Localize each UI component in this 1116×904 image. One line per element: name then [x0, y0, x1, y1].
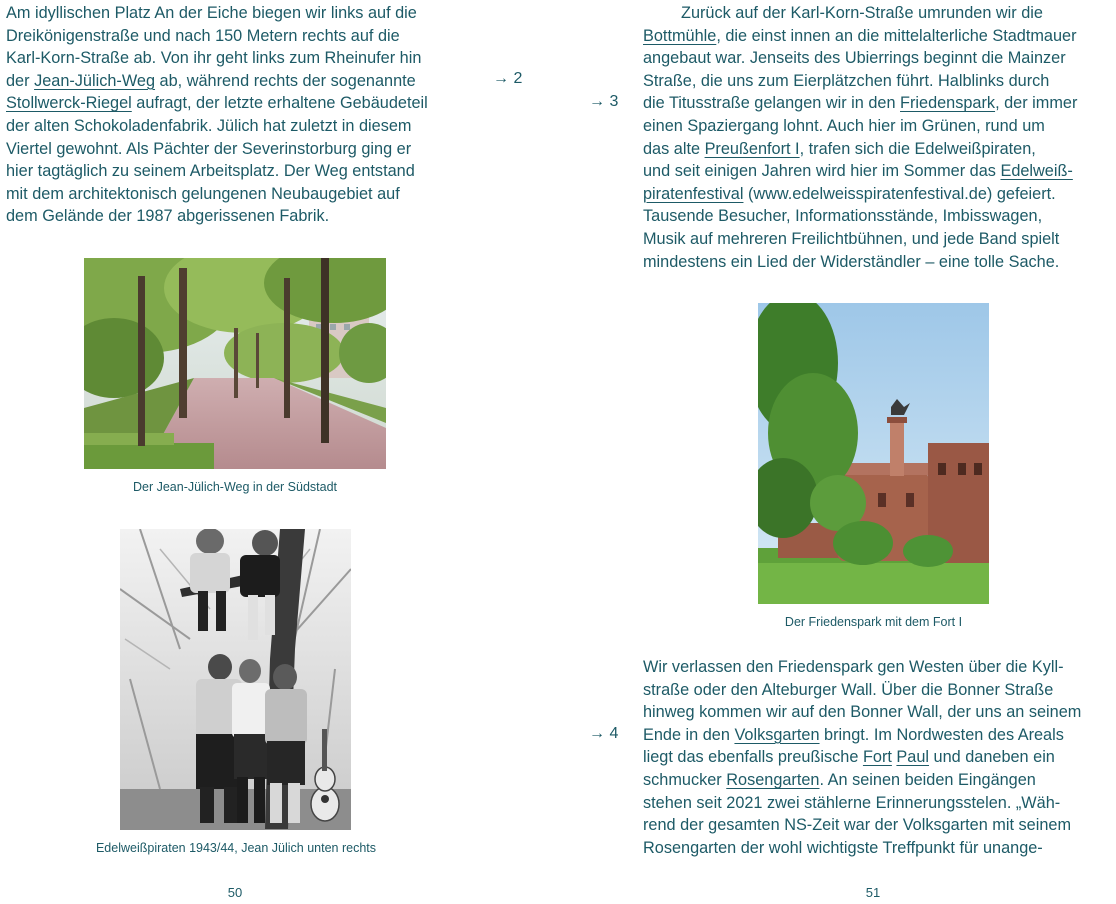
- text-segment: Musik auf mehreren Freilichtbühnen, und jede Band spielt: [643, 229, 1060, 248]
- text-line: [643, 160, 1113, 183]
- place-link[interactable]: Preußenfort I: [704, 139, 800, 158]
- text-line: [6, 160, 476, 183]
- text-line: [643, 746, 1113, 769]
- text-segment: mindestens ein Lied der Widerständler – eine tolle Sache.: [643, 252, 1060, 271]
- text-segment: bringt. Im Nordwesten des Areals: [819, 725, 1064, 744]
- photo-edelweisspiraten: [120, 529, 351, 830]
- text-line: [643, 837, 1113, 860]
- text-line: [643, 251, 1113, 274]
- text-segment: das alte: [643, 139, 705, 158]
- text-line: [643, 724, 1113, 747]
- page-number-left: 50: [227, 885, 243, 900]
- place-link[interactable]: Jean-Jülich-Weg: [34, 71, 156, 90]
- place-link[interactable]: Stollwerck-Riegel: [6, 94, 132, 113]
- text-line: [643, 205, 1113, 228]
- text-segment: Ende in den: [643, 725, 735, 744]
- text-line: [6, 47, 476, 70]
- text-segment: Dreikönigenstraße und nach 150 Metern rechts auf die: [6, 26, 400, 45]
- text-segment: Am idyllischen Platz An der Eiche biegen wir links auf die: [6, 4, 417, 22]
- place-link[interactable]: Volksgarten: [734, 725, 820, 744]
- text-segment: Viertel gewohnt. Als Pächter der Severinstorburg ging er: [6, 139, 412, 158]
- text-line: [643, 656, 1113, 679]
- text-line: [6, 183, 476, 206]
- text-line: [643, 228, 1113, 251]
- text-segment: , der immer: [995, 94, 1078, 113]
- park-path-illustration: [84, 258, 386, 469]
- text-line: [6, 70, 476, 93]
- text-segment: der: [6, 71, 35, 90]
- caption-edelweisspiraten: Edelweißpiraten 1943/44, Jean Jülich unten rechts: [95, 841, 377, 855]
- text-segment: Rosengarten der wohl wichtigste Treffpunkt für unange-: [643, 838, 1043, 857]
- text-segment: schmucker: [643, 770, 727, 789]
- caption-jean-juelich-weg: Der Jean-Jülich-Weg in der Südstadt: [132, 480, 338, 494]
- text-segment: (www.edelweisspiratenfestival.de) gefeiert.: [743, 184, 1056, 203]
- text-segment: , die einst innen an die mittelalterliche Stadtmauer: [716, 26, 1077, 45]
- text-line: [643, 679, 1113, 702]
- text-segment: ab, während rechts der sogenannte: [155, 71, 416, 90]
- place-link[interactable]: Bottmühle: [643, 26, 717, 45]
- text-segment: liegt das ebenfalls preußische: [643, 748, 863, 767]
- cross-reference-marker-2: → 2: [493, 70, 523, 87]
- text-line: [643, 25, 1113, 48]
- page-number-right: 51: [865, 885, 881, 900]
- text-line: [643, 701, 1113, 724]
- place-link[interactable]: piratenfestival: [643, 184, 744, 203]
- text-segment: und seit einigen Jahren wird hier im Sommer das: [643, 162, 1001, 181]
- text-segment: Wir verlassen den Friedenspark gen Westen über die Kyll-: [643, 658, 1064, 676]
- place-link[interactable]: Rosengarten: [726, 770, 820, 789]
- text-line: [643, 70, 1113, 93]
- text-line: [643, 138, 1113, 161]
- text-line: [643, 792, 1113, 815]
- text-segment: Straße, die uns zum Eierplätzchen führt. Halblinks durch: [643, 71, 1050, 90]
- text-line: [6, 115, 476, 138]
- text-line: [6, 92, 476, 115]
- place-link[interactable]: Edelweiß-: [1000, 162, 1073, 181]
- cross-reference-marker-4: → 4: [589, 725, 619, 742]
- text-segment: hier tagtäglich zu seinem Arbeitsplatz. Der Weg entstand: [6, 162, 415, 181]
- caption-friedenspark: Der Friedenspark mit dem Fort I: [784, 615, 963, 629]
- text-segment: Tausende Besucher, Informationsstände, Imbisswagen,: [643, 207, 1043, 226]
- right-paragraph-1: [643, 2, 1113, 273]
- text-line: [643, 47, 1113, 70]
- text-line: [643, 115, 1113, 138]
- cross-reference-marker-3: → 3: [589, 93, 619, 110]
- text-segment: straße oder den Alteburger Wall. Über die Bonner Straße: [643, 680, 1054, 699]
- text-segment: , trafen sich die Edelweißpiraten,: [799, 139, 1036, 158]
- text-segment: angebaut war. Jenseits des Ubierrings beginnt die Mainzer: [643, 49, 1066, 68]
- text-segment: stehen seit 2021 zwei stählerne Erinnerungsstelen. „Wäh-: [643, 793, 1061, 812]
- text-line: [643, 2, 1113, 25]
- text-segment: und daneben ein: [929, 748, 1055, 767]
- text-segment: der alten Schokoladenfabrik. Jülich hat zuletzt in diesem: [6, 116, 412, 135]
- text-line: [643, 183, 1113, 206]
- photo-jean-juelich-weg: [84, 258, 386, 469]
- place-link[interactable]: Fort: [862, 748, 892, 767]
- text-segment: hinweg kommen wir auf den Bonner Wall, der uns an seinem: [643, 703, 1082, 722]
- text-segment: Karl-Korn-Straße ab. Von ihr geht links zum Rheinufer hin: [6, 49, 422, 68]
- right-paragraph-2: [643, 656, 1113, 859]
- text-line: [6, 25, 476, 48]
- text-line: [643, 769, 1113, 792]
- text-segment: die Titusstraße gelangen wir in den: [643, 94, 901, 113]
- text-segment: mit dem architektonisch gelungenen Neubaugebiet auf: [6, 184, 400, 203]
- text-segment: dem Gelände der 1987 abgerissenen Fabrik.: [6, 207, 330, 226]
- text-line: [643, 814, 1113, 837]
- text-segment: rend der gesamten NS-Zeit war der Volksgarten mit seinem: [643, 816, 1072, 835]
- photo-friedenspark-fort: [758, 303, 989, 604]
- text-segment: . An seinen beiden Eingängen: [819, 770, 1036, 789]
- fort-illustration: [758, 303, 989, 604]
- text-segment: einen Spaziergang lohnt. Auch hier im Grünen, rund um: [643, 116, 1045, 135]
- place-link[interactable]: Paul: [896, 748, 930, 767]
- text-line: [6, 205, 476, 228]
- place-link[interactable]: Friedenspark: [900, 94, 996, 113]
- text-segment: aufragt, der letzte erhaltene Gebäudeteil: [131, 94, 428, 113]
- text-segment: Zurück auf der Karl-Korn-Straße umrunden wir die: [681, 4, 1043, 22]
- left-paragraph: [6, 2, 476, 228]
- edelweisspiraten-illustration: [120, 529, 351, 830]
- text-line: [6, 138, 476, 161]
- text-line: [643, 92, 1113, 115]
- text-line: [6, 2, 476, 25]
